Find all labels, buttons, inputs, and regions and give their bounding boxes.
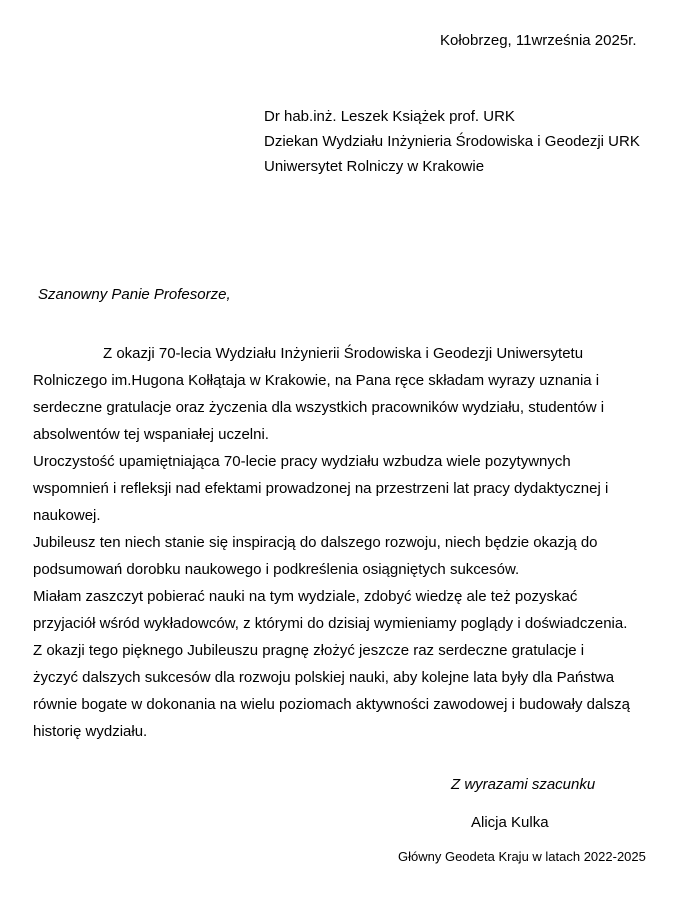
body-line: Rolniczego im.Hugona Kołłątaja w Krakowie, na Pana ręce składam wyrazy uznania i: [33, 372, 600, 389]
closing-regards: Z wyrazami szacunku: [451, 776, 596, 793]
recipient-name: Dr hab.inż. Leszek Książek prof. URK: [264, 108, 515, 125]
body-line: absolwentów tej wspaniałej uczelni.: [33, 426, 269, 443]
body-line: Z okazji 70-lecia Wydziału Inżynierii Środowiska i Geodezji Uniwersytetu: [103, 345, 584, 362]
body-line: Z okazji tego pięknego Jubileuszu pragnę złożyć jeszcze raz serdeczne gratulacje i: [33, 642, 585, 659]
body-line: naukowej.: [33, 507, 101, 524]
body-line: Miałam zaszczyt pobierać nauki na tym wydziale, zdobyć wiedzę ale też pozyskać: [33, 588, 578, 605]
body-line: przyjaciół wśród wykładowców, z którymi do dzisiaj wymieniamy poglądy i doświadczenia.: [33, 615, 628, 632]
body-line: historię wydziału.: [33, 723, 148, 740]
signer-name: Alicja Kulka: [471, 814, 549, 831]
body-line: podsumowań dorobku naukowego i podkreślenia osiągniętych sukcesów.: [33, 561, 520, 578]
body-line: Uroczystość upamiętniająca 70-lecie pracy wydziału wzbudza wiele pozytywnych: [33, 453, 571, 470]
body-line: równie bogate w dokonania na wielu poziomach aktywności zawodowej i budowały dalszą: [33, 696, 631, 713]
place-date: Kołobrzeg, 11września 2025r.: [440, 32, 637, 49]
body-line: serdeczne gratulacje oraz życzenia dla wszystkich pracowników wydziału, studentów i: [33, 399, 605, 416]
recipient-block: [264, 104, 640, 179]
body-line: życzyć dalszych sukcesów dla rozwoju polskiej nauki, aby kolejne lata były dla Państwa: [33, 669, 615, 686]
recipient-institution: Uniwersytet Rolniczy w Krakowie: [264, 158, 485, 175]
letter-body: [33, 340, 673, 745]
body-line: wspomnień i refleksji nad efektami prowadzonej na przestrzeni lat pracy dydaktycznej i: [33, 480, 609, 497]
recipient-title: Dziekan Wydziału Inżynieria Środowiska i Geodezji URK: [264, 133, 640, 150]
signer-role: Główny Geodeta Kraju w latach 2022-2025: [398, 849, 646, 864]
body-line: Jubileusz ten niech stanie się inspiracją do dalszego rozwoju, niech będzie okazją do: [33, 534, 598, 551]
salutation: Szanowny Panie Profesorze,: [38, 286, 231, 303]
